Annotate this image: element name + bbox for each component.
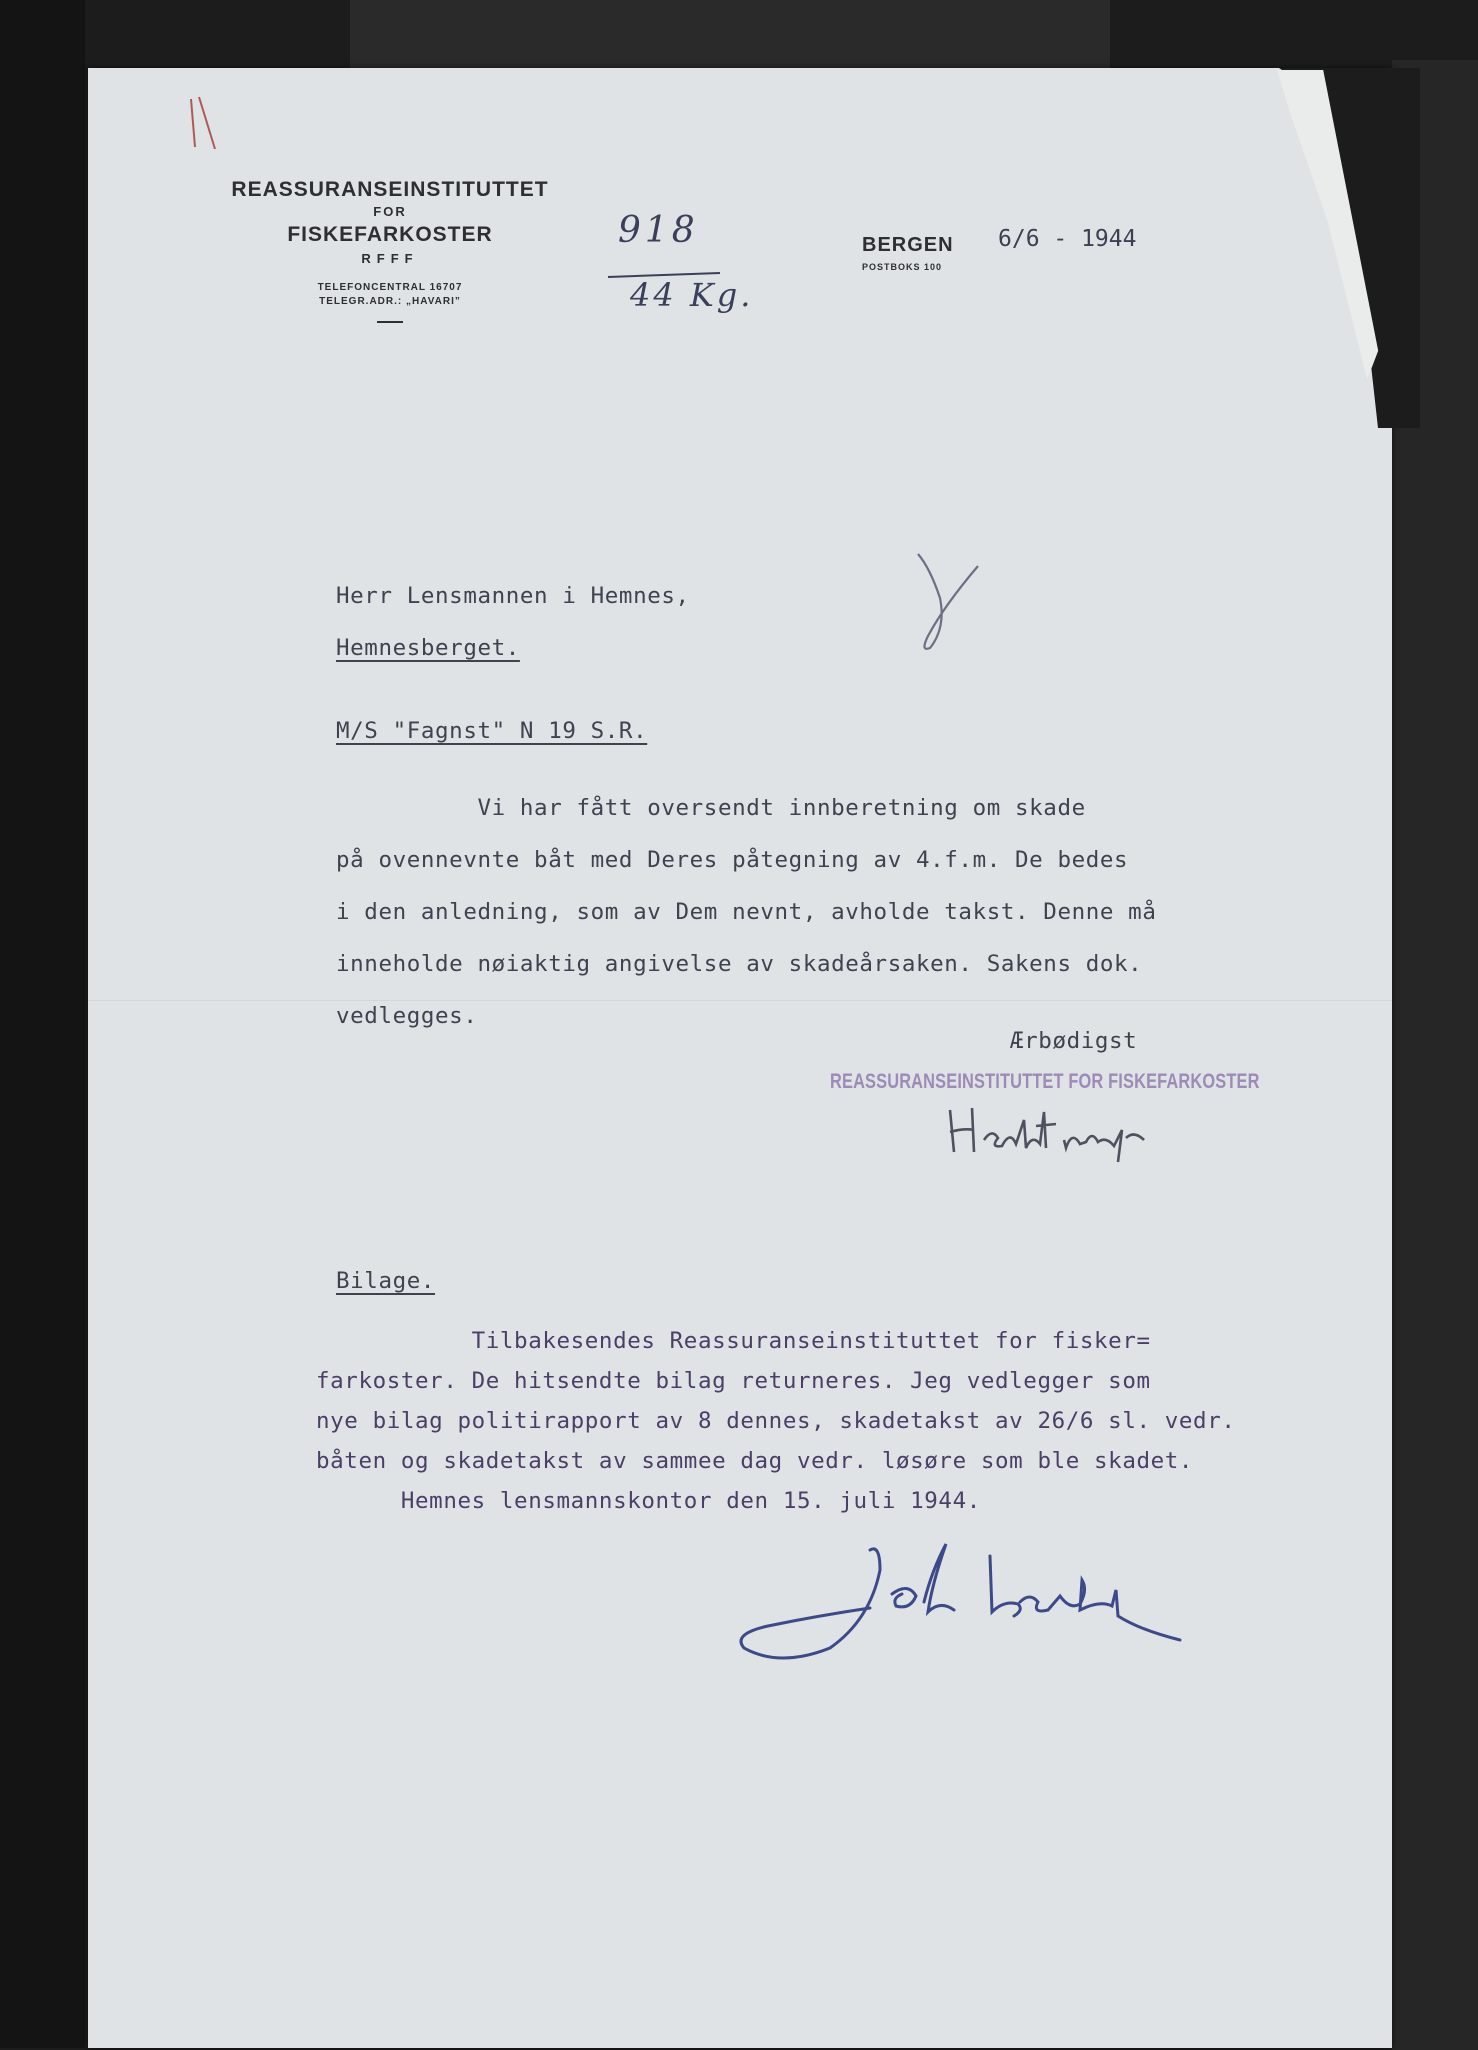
body-line-5: vedlegges. — [336, 1003, 478, 1029]
fold-crease — [88, 1000, 1392, 1001]
city: BERGEN — [862, 234, 954, 256]
letter-sheet — [88, 68, 1392, 2048]
subject-line: M/S "Fagnst" N 19 S.R. — [336, 718, 648, 744]
address-line-1: Herr Lensmannen i Hemnes, — [336, 583, 690, 609]
closing: Ærbødigst — [1010, 1028, 1138, 1054]
body-line-3: i den anledning, som av Dem nevnt, avholde takst. Denne må — [336, 899, 1157, 925]
reply-line-4: båten og skadetakst av sammee dag vedr. løsøre som ble skadet. — [316, 1448, 1194, 1474]
body-line-1: Vi har fått oversendt innberetning om skade — [336, 795, 1086, 821]
signature-1 — [940, 1090, 1170, 1170]
reply-line-1: Tilbakesendes Reassuranseinstituttet for fisker= — [316, 1328, 1151, 1354]
company-name: REASSURANSEINSTITUTTET — [231, 178, 549, 201]
reference-number: 918 — [618, 210, 699, 251]
reply-line-2: farkoster. De hitsendte bilag returneres. Jeg vedlegger som — [316, 1368, 1151, 1394]
handwritten-check-icon — [900, 548, 990, 658]
body-line-4: inneholde nøiaktig angivelse av skadeårsaken. Sakens dok. — [336, 951, 1143, 977]
company-stamp: REASSURANSEINSTITUTTET FOR FISKEFARKOSTER — [830, 1070, 1260, 1093]
company-name-for: FOR — [373, 204, 407, 219]
telephone-line: TELEFONCENTRAL 16707 — [317, 282, 463, 293]
company-abbreviation: RFFF — [361, 251, 419, 266]
scan-background-left — [0, 0, 85, 2048]
company-name-line2: FISKEFARKOSTER — [287, 223, 493, 246]
reply-line-3: nye bilag politirapport av 8 dennes, skadetakst av 26/6 sl. vedr. — [316, 1408, 1236, 1434]
red-pencil-mark — [185, 95, 225, 155]
letterhead-divider — [377, 321, 403, 323]
enclosure-heading: Bilage. — [336, 1268, 436, 1294]
address-line-2: Hemnesberget. — [336, 635, 520, 661]
signature-2 — [720, 1530, 1200, 1670]
telegram-address: TELEGR.ADR.: „HAVARI” — [319, 296, 461, 307]
reference-code: 44 Kg. — [630, 276, 754, 314]
scan-clip-top — [350, 0, 1110, 70]
letterhead — [180, 178, 600, 323]
body-line-2: på ovennevnte båt med Deres påtegning av 4.f.m. De bedes — [336, 847, 1129, 873]
reply-line-5: Hemnes lensmannskontor den 15. juli 1944. — [316, 1488, 981, 1514]
postbox: POSTBOKS 100 — [862, 262, 943, 272]
letter-date: 6/6 - 1944 — [998, 226, 1137, 252]
